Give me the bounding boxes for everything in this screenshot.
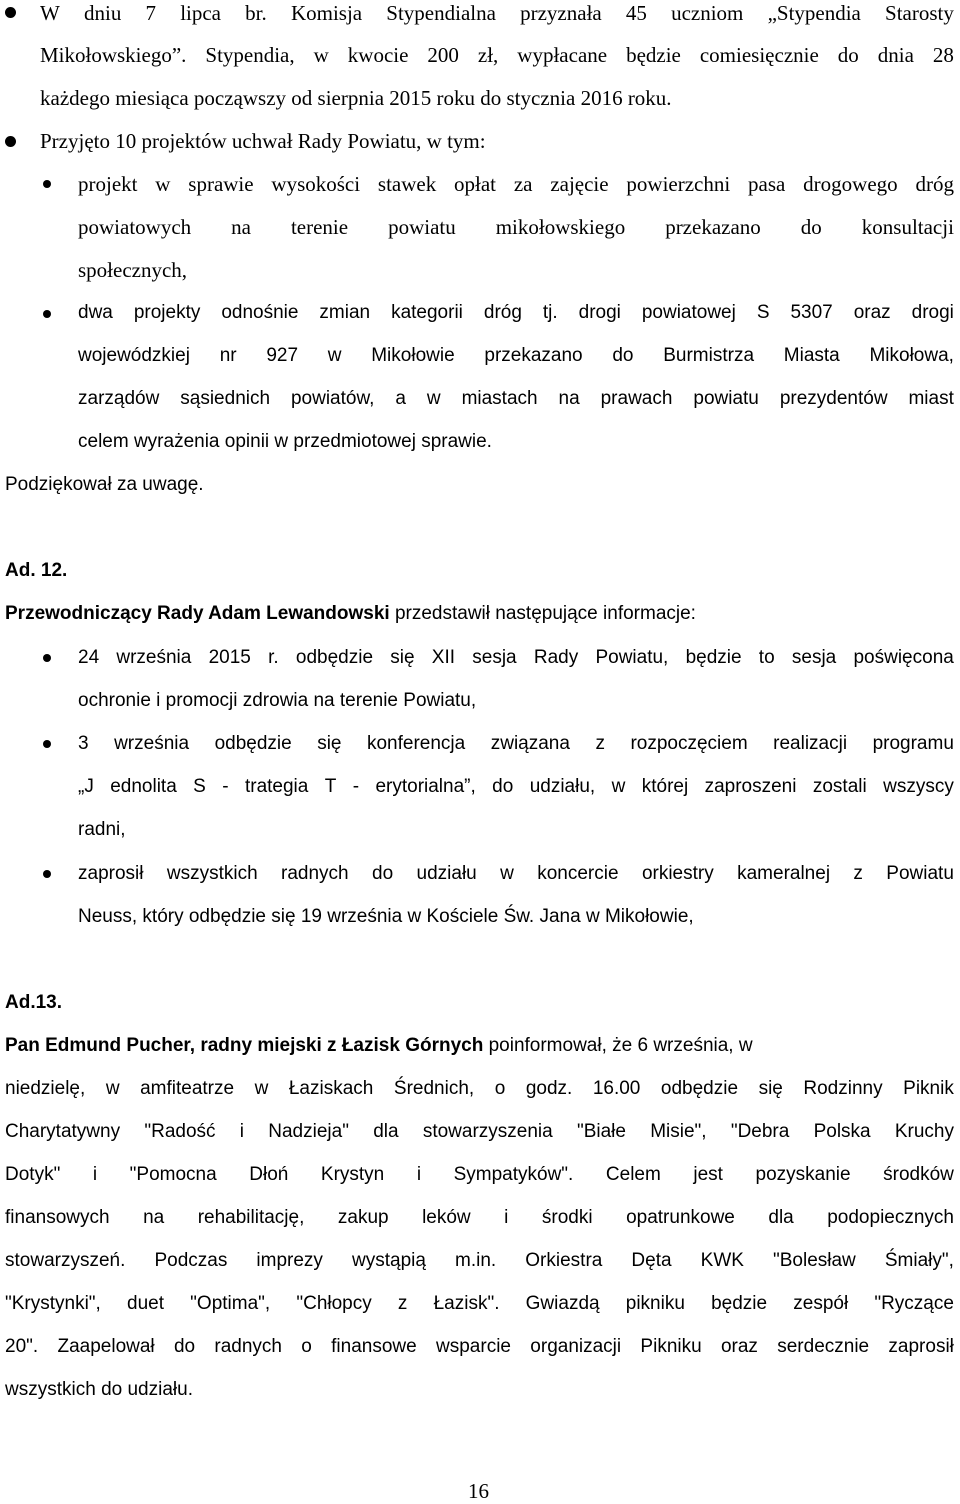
paragraph-line: 24 września 2015 r. odbędzie się XII sesja Rady Powiatu, będzie to sesja poświęcona [78, 647, 954, 668]
first-line-rest: poinformował, że 6 września, w [483, 1035, 753, 1056]
bullet-icon [43, 740, 51, 748]
paragraph-line: społecznych, [78, 258, 188, 282]
paragraph-line: każdego miesiąca począwszy od sierpnia 2015 roku do stycznia 2016 roku. [40, 86, 672, 110]
bullet-icon [43, 310, 51, 318]
paragraph-line: W dniu 7 lipca br. Komisja Stypendialna przyznała 45 uczniom „Stypendia Starosty [40, 1, 954, 25]
intro-text: przedstawił następujące informacje: [389, 603, 696, 624]
paragraph-line: 20". Zaapelował do radnych o finansowe wsparcie organizacji Pikniku oraz serdecznie zaprosił [5, 1336, 954, 1357]
paragraph-line: Mikołowskiego”. Stypendia, w kwocie 200 zł, wypłacane będzie comiesięcznie do dnia 28 [40, 43, 954, 67]
bullet-icon [43, 180, 51, 188]
section-heading: Ad. 12. [5, 560, 68, 581]
speaker-name: Przewodniczący Rady Adam Lewandowski [5, 603, 390, 624]
paragraph-line: niedzielę, w amfiteatrze w Łaziskach Średnich, o godz. 16.00 odbędzie się Rodzinny Piknik [5, 1078, 954, 1099]
bullet-icon [43, 870, 51, 878]
bullet-icon [5, 7, 16, 18]
section-intro [5, 601, 696, 627]
speaker-name: Pan Edmund Pucher, radny miejski z Łazisk Górnych [5, 1035, 484, 1056]
paragraph-line: finansowych na rehabilitację, zakup leków i środki opatrunkowe dla podopiecznych [5, 1207, 954, 1228]
paragraph-line [5, 1033, 954, 1059]
paragraph-line: zarządów sąsiednich powiatów, a w miastach na prawach powiatu prezydentów miast [78, 388, 954, 409]
paragraph-line: stowarzyszeń. Podczas imprezy wystąpią m.in. Orkiestra Dęta KWK "Bolesław Śmiały", [5, 1250, 954, 1271]
paragraph-line: ochronie i promocji zdrowia na terenie Powiatu, [78, 690, 477, 711]
paragraph-line: wojewódzkiej nr 927 w Mikołowie przekazano do Burmistrza Miasta Mikołowa, [78, 345, 954, 366]
bullet-icon [5, 136, 16, 147]
paragraph-line: radni, [78, 819, 126, 840]
paragraph-line: Neuss, który odbędzie się 19 września w Kościele Św. Jana w Mikołowie, [78, 906, 694, 927]
paragraph-line: dwa projekty odnośnie zmian kategorii dróg tj. drogi powiatowej S 5307 oraz drogi [78, 302, 954, 323]
bullet-icon [43, 654, 51, 662]
paragraph-line: Przyjęto 10 projektów uchwał Rady Powiatu, w tym: [40, 129, 486, 153]
paragraph-line: „J ednolita S - trategia T - erytorialna”, do udziału, w której zaproszeni zostali wszyscy [78, 776, 954, 797]
section-heading: Ad.13. [5, 992, 63, 1013]
paragraph-line: celem wyrażenia opinii w przedmiotowej sprawie. [78, 431, 492, 452]
paragraph-line: Dotyk" i "Pomocna Dłoń Krystyn i Sympatyków". Celem jest pozyskanie środków [5, 1164, 954, 1185]
first-line-wrap [5, 1033, 753, 1059]
paragraph-line: powiatowych na terenie powiatu mikołowskiego przekazano do konsultacji [78, 215, 954, 239]
paragraph-line: Charytatywny "Radość i Nadzieja" dla stowarzyszenia "Białe Misie", "Debra Polska Kruchy [5, 1121, 954, 1142]
paragraph-line: "Krystynki", duet "Optima", "Chłopcy z Łazisk". Gwiazdą pikniku będzie zespół "Ryczące [5, 1293, 954, 1314]
paragraph-line: 3 września odbędzie się konferencja związana z rozpoczęciem realizacji programu [78, 733, 954, 754]
paragraph-line: zaprosił wszystkich radnych do udziału w koncercie orkiestry kameralnej z Powiatu [78, 863, 954, 884]
paragraph-line: projekt w sprawie wysokości stawek opłat za zajęcie powierzchni pasa drogowego dróg [78, 172, 954, 196]
paragraph-line: wszystkich do udziału. [5, 1379, 193, 1400]
page-number: 16 [468, 1479, 489, 1503]
thanks-line: Podziękował za uwagę. [5, 474, 204, 495]
